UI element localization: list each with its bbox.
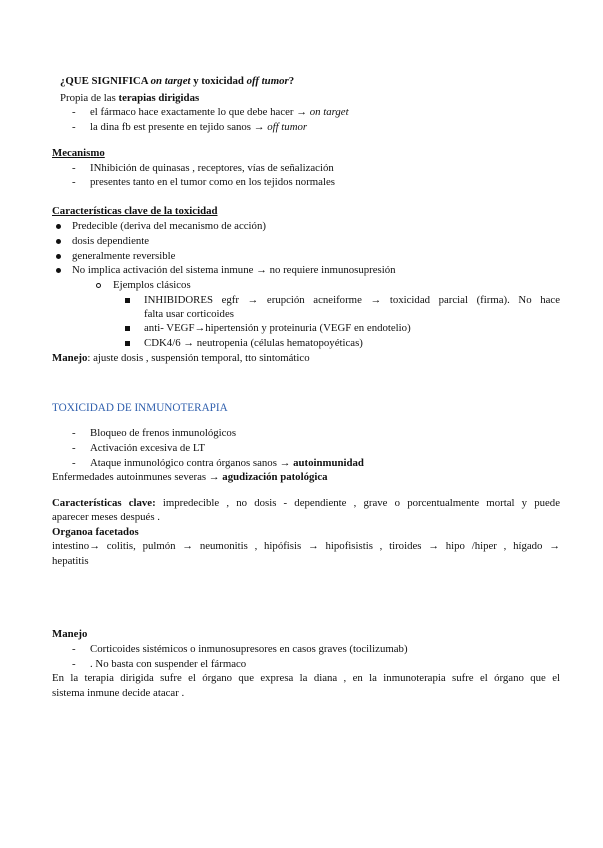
organos-heading: Organoa facetados [52, 526, 139, 538]
ejemplo-line: anti- VEGF→hipertensión y proteinuria (VEGF en endotelio) [144, 322, 411, 334]
section-heading-inmunoterapia: TOXICIDAD DE INMUNOTERAPIA [52, 402, 228, 414]
bullet-dot [56, 254, 61, 259]
dash-marker: - [72, 121, 76, 133]
list-item: Ataque inmunológico contra órganos sanos → autoinmunidad [90, 457, 364, 469]
list-item: Corticoides sistémicos o inmunosupresores en casos graves (tocilizumab) [90, 643, 408, 655]
ejemplo-line: falta usar corticoides [144, 308, 234, 320]
bullet-dot [56, 268, 61, 273]
list-item: INhibición de quinasas , receptores, vías de señalización [90, 162, 334, 174]
section-heading-mecanismo: Mecanismo [52, 147, 105, 159]
caracteristicas-inmuno-line2: aparecer meses después . [52, 511, 160, 523]
list-item: Activación excesiva de LT [90, 442, 206, 454]
caracteristicas-inmuno-line: Características clave: impredecible , no dosis - dependiente , grave o porcentualmente mortal y puede [52, 497, 560, 509]
dash-marker: - [72, 176, 76, 188]
dash-marker: - [72, 427, 76, 439]
propia-line: Propia de las terapias dirigidas [60, 92, 200, 104]
conclusion-line: En la terapia dirigida sufre el órgano que expresa la diana , en la inmunoterapia sufre el órgano que el [52, 672, 560, 684]
list-item: el fármaco hace exactamente lo que debe hacer → on target [90, 106, 349, 118]
organos-line: intestino→ colitis, pulmón → neumonitis , hipófisis → hipofisistis , tiroides → hipo /hiper , hígado → [52, 540, 560, 552]
enfermedades-line: Enfermedades autoinmunes severas → agudización patológica [52, 471, 328, 483]
bullet-square [125, 298, 130, 303]
bullet-dot [56, 239, 61, 244]
dash-marker: - [72, 643, 76, 655]
organos-line2: hepatitis [52, 555, 89, 567]
dash-marker: - [72, 162, 76, 174]
list-item: Bloqueo de frenos inmunológicos [90, 427, 237, 439]
list-item: Predecible (deriva del mecanismo de acción) [72, 220, 266, 232]
manejo-line: Manejo: ajuste dosis , suspensión temporal, tto sintomático [52, 352, 310, 364]
section-heading-manejo: Manejo [52, 628, 88, 640]
list-item: No implica activación del sistema inmune → no requiere inmunosupresión [72, 264, 396, 276]
list-item: la dina fb est presente en tejido sanos → off tumor [90, 121, 308, 133]
bullet-dot [56, 224, 61, 229]
dash-marker: - [72, 106, 76, 118]
ejemplos-label: Ejemplos clásicos [113, 279, 191, 291]
list-item: presentes tanto en el tumor como en los tejidos normales [90, 176, 335, 188]
conclusion-line2: sistema inmune decide atacar . [52, 687, 185, 699]
bullet-square [125, 326, 130, 331]
dash-marker: - [72, 457, 76, 469]
ejemplo-line: CDK4/6 → neutropenia (células hematopoyéticas) [144, 337, 363, 349]
dash-marker: - [72, 442, 76, 454]
list-item: generalmente reversible [72, 250, 176, 262]
list-item: . No basta con suspender el fármaco [90, 658, 247, 670]
list-item: dosis dependiente [72, 235, 150, 247]
question-heading: ¿QUE SIGNIFICA on target y toxicidad off tumor? [60, 75, 295, 87]
dash-marker: - [72, 658, 76, 670]
section-heading-caracteristicas: Características clave de la toxicidad [52, 205, 218, 217]
bullet-circle [96, 283, 101, 288]
bullet-square [125, 341, 130, 346]
ejemplo-line: INHIBIDORES egfr → erupción acneiforme → toxicidad parcial (firma). No hace [144, 294, 560, 306]
